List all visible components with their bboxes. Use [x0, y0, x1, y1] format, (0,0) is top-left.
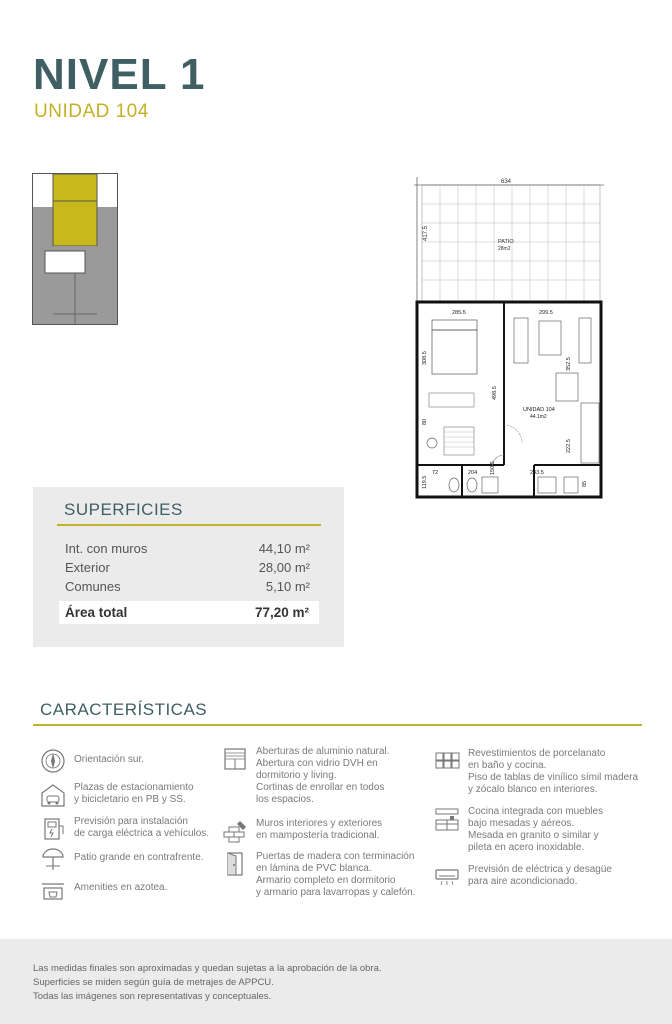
superficie-value: 28,00 m²	[258, 560, 310, 575]
dim-80: 80	[422, 418, 428, 425]
superficies-divider	[57, 524, 321, 526]
caracteristicas-divider	[33, 724, 642, 726]
tiles-icon	[434, 748, 460, 774]
feature-text: en lámina de PVC blanca.	[256, 863, 372, 874]
superficie-label: Exterior	[65, 560, 110, 575]
brick-wall-icon	[222, 818, 248, 844]
feature-text: Piso de tablas de vinílico símil madera	[468, 772, 639, 783]
feature-item	[434, 748, 638, 796]
feature-text: Previsión de eléctrica y desagüe	[468, 864, 612, 875]
total-label: Área total	[65, 605, 128, 620]
feature-item	[40, 748, 144, 774]
feature-text: los espacios.	[256, 794, 314, 805]
feature-item	[434, 864, 612, 890]
feature-text: Aberturas de aluminio natural.	[256, 746, 390, 757]
disclaimer-line: Las medidas finales son aproximadas y quedan sujetas a la aprobación de la obra.	[33, 963, 382, 974]
dim-top: 634	[500, 179, 512, 185]
key-plan	[32, 173, 118, 325]
feature-text: Amenities en azotea.	[74, 882, 168, 893]
feature-text: Patio grande en contrafrente.	[74, 852, 204, 863]
disclaimer-line: Superficies se miden según guía de metrajes de APPCU.	[33, 977, 274, 988]
dim-patio-depth: 417.5	[423, 225, 429, 241]
feature-text: de carga eléctrica a vehículos.	[74, 828, 210, 839]
dim-150: 150.5	[490, 461, 496, 475]
patio-area: 28m2	[498, 246, 511, 252]
dim-room-left: 285.5	[452, 310, 466, 316]
feature-text: Cocina integrada con muebles	[468, 806, 604, 817]
dim-room-right: 299.5	[539, 310, 553, 316]
feature-text: Armario completo en dormitorio	[256, 875, 396, 886]
superficie-value: 44,10 m²	[258, 541, 310, 556]
rooftop-icon	[40, 876, 66, 902]
dim-204: 204	[468, 470, 478, 476]
dim-mid: 498.5	[492, 386, 498, 400]
superficie-row	[65, 579, 310, 594]
dim-85: 85	[582, 480, 588, 487]
feature-item	[40, 876, 167, 902]
superficie-label: Int. con muros	[65, 541, 148, 556]
footer	[0, 939, 672, 1024]
feature-text: y bicicletario en PB y SS.	[74, 794, 186, 805]
superficie-value: 5,10 m²	[265, 579, 310, 594]
dim-living: 352.5	[566, 357, 572, 371]
feature-text: en baño y cocina.	[468, 760, 547, 771]
ev-charger-icon	[40, 816, 66, 842]
feature-text: Revestimientos de porcelanato	[468, 748, 606, 759]
patio-icon	[40, 846, 66, 872]
feature-text: para aire acondicionado.	[468, 876, 578, 887]
feature-text: Previsión para instalación	[74, 816, 188, 827]
compass-icon	[40, 748, 66, 774]
feature-item	[222, 851, 416, 899]
superficie-row	[65, 560, 310, 575]
feature-text: dormitorio y living.	[256, 770, 337, 781]
superficie-total-row	[59, 601, 319, 624]
feature-text: Plazas de estacionamiento	[74, 782, 194, 793]
feature-text: Cortinas de enrollar en todos	[256, 782, 385, 793]
patio-label: PATIO	[498, 239, 514, 245]
superficie-row	[65, 541, 310, 556]
kitchen-icon	[434, 806, 460, 832]
page-title: NIVEL 1	[33, 50, 206, 99]
feature-text: pileta en acero inoxidable.	[468, 842, 585, 853]
disclaimer-line: Todas las imágenes son representativas y conceptuales.	[33, 991, 272, 1002]
feature-text: Muros interiores y exteriores	[256, 818, 383, 829]
feature-text: Orientación sur.	[74, 754, 145, 765]
feature-text: Abertura con vidrio DVH en	[256, 758, 378, 769]
superficie-label: Comunes	[65, 579, 121, 594]
feature-text: Puertas de madera con terminación	[256, 851, 415, 862]
feature-item	[222, 818, 382, 844]
feature-item	[222, 746, 389, 806]
dim-bed-depth: 308.5	[422, 351, 428, 365]
unit-label: UNIDAD 104	[523, 407, 555, 413]
window-icon	[222, 746, 248, 772]
dim-72: 72	[432, 470, 439, 476]
door-icon	[222, 851, 248, 877]
dim-222: 222.5	[566, 439, 572, 453]
dim-243: 243.5	[530, 470, 544, 476]
feature-text: y armario para lavarropas y calefón.	[256, 887, 416, 898]
parking-icon	[40, 782, 66, 808]
feature-text: bajo mesadas y aéreos.	[468, 818, 575, 829]
total-value: 77,20 m²	[254, 605, 309, 620]
air-conditioner-icon	[434, 864, 460, 890]
feature-text: en mampostería tradicional.	[256, 830, 380, 841]
feature-item	[434, 806, 603, 854]
feature-item	[40, 782, 194, 808]
feature-text: Mesada en granito o similar y	[468, 830, 599, 841]
floor-plan	[414, 175, 604, 500]
feature-item	[40, 846, 204, 872]
feature-item	[40, 816, 209, 842]
unit-subtitle: UNIDAD 104	[34, 101, 149, 122]
superficies-title: SUPERFICIES	[64, 500, 183, 519]
unit-area: 44.1m2	[530, 414, 547, 420]
feature-text: y zócalo blanco en interiores.	[468, 784, 598, 795]
caracteristicas-title: CARACTERÍSTICAS	[40, 700, 208, 719]
dim-119: 119.5	[422, 475, 428, 489]
